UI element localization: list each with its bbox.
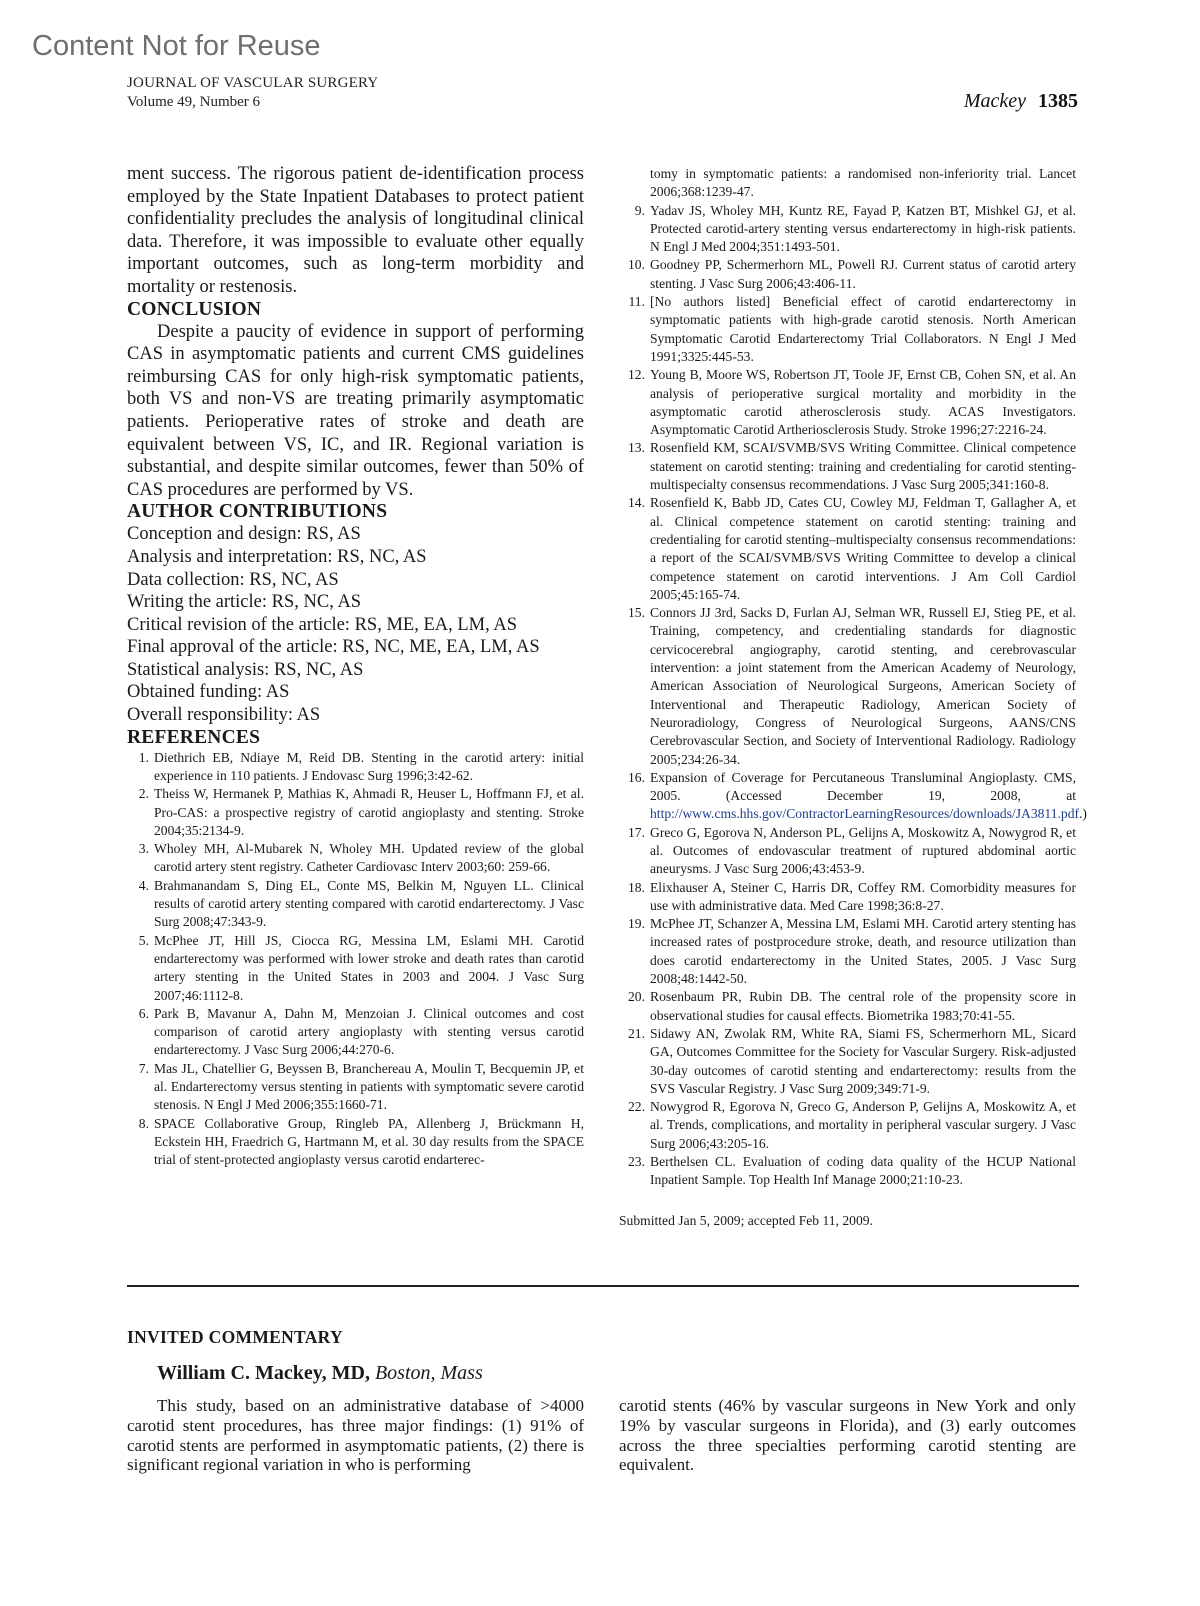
reference-number: 19. (628, 916, 645, 932)
reference-text: McPhee JT, Schanzer A, Messina LM, Eslami MH. Carotid artery stenting has increased rates of postprocedure stroke, death, and resource utilization than does carotid endarterectomy in the United States, 2005. J Vasc Surg 2008;48:1442-50. (650, 916, 1076, 987)
reference-text: Berthelsen CL. Evaluation of coding data quality of the HCUP National Inpatient Sample. Top Health Inf Manage 2000;21:10-23. (650, 1154, 1076, 1188)
reference-text: Brahmanandam S, Ding EL, Conte MS, Belkin M, Nguyen LL. Clinical results of carotid artery stenting compared with carotid endarterectomy. J Vasc Surg 2008;47:343-9. (154, 877, 584, 930)
reference-text: Park B, Mavanur A, Dahn M, Menzoian J. Clinical outcomes and cost comparison of carotid artery angioplasty with stenting versus carotid endarterectomy. J Vasc Surg 2006;44:270-6. (154, 1005, 584, 1058)
reference-number: 6. (138, 1005, 149, 1021)
reference-number: 9. (634, 202, 645, 218)
contribution-item: Final approval of the article: RS, NC, ME, EA, LM, AS (127, 637, 540, 658)
reference-text: Diethrich EB, Ndiaye M, Reid DB. Stenting in the carotid artery: initial experience in 110 patients. J Endovasc Surg 1996;3:42-62. (154, 749, 584, 783)
page-number: 1385 (1038, 90, 1078, 112)
contribution-item: Obtained funding: AS (127, 682, 290, 703)
reference-item (619, 1153, 1076, 1190)
author-contributions-heading: AUTHOR CONTRIBUTIONS (127, 501, 388, 523)
running-head-author: Mackey (963, 90, 1026, 112)
reference-item (127, 1060, 584, 1115)
journal-volume: Volume 49, Number 6 (127, 94, 261, 110)
reference-text-end: .) (1079, 806, 1087, 822)
journal-header (127, 74, 378, 112)
reference-item (127, 877, 584, 932)
reference-item (619, 293, 1076, 366)
commentary-author: William C. Mackey, MD, (157, 1362, 370, 1384)
reference-item (619, 824, 1076, 879)
reference-item (127, 785, 584, 840)
reference-number: 3. (138, 841, 149, 857)
reference-number: 5. (138, 932, 149, 948)
journal-name: JOURNAL OF VASCULAR SURGERY (127, 75, 379, 91)
reference-item (619, 1098, 1076, 1153)
reference-text: Rosenfield K, Babb JD, Cates CU, Cowley MJ, Feldman T, Gallagher A, et al. Clinical competence statement on carotid stenting: training and credentialing for carotid stenting–multispecialty consensus recommendations: a report of the SCAI/SVMB/SVS Writing Committee to develop a clinical competence statement on carotid interventions. J Am Coll Cardiol 2005;45:165-74. (650, 495, 1076, 602)
commentary-paragraph-continued: carotid stents (46% by vascular surgeons in New York and only 19% by vascular surgeons in Florida), and (3) early outcomes across the three specialties performing carotid stenting are equivalent. (619, 1396, 1076, 1475)
contribution-item: Data collection: RS, NC, AS (127, 569, 339, 590)
reference-number: 13. (628, 440, 645, 456)
reference-item (619, 915, 1076, 988)
reference-item (619, 202, 1076, 257)
reference-number: 1. (138, 749, 149, 765)
reference-number: 14. (628, 495, 645, 511)
contribution-item: Critical revision of the article: RS, ME, EA, LM, AS (127, 614, 517, 635)
reference-number: 22. (628, 1099, 645, 1115)
right-column (619, 165, 1087, 1230)
reference-item (619, 366, 1076, 439)
reference-number: 21. (628, 1025, 645, 1041)
reference-continuation: tomy in symptomatic patients: a randomised non-inferiority trial. Lancet 2006;368:1239-47. (650, 166, 1076, 200)
reference-number: 20. (628, 989, 645, 1005)
submission-dates: Submitted Jan 5, 2009; accepted Feb 11, 2009. (619, 1212, 873, 1228)
contribution-item: Overall responsibility: AS (127, 705, 321, 726)
reference-item (619, 769, 1087, 824)
reference-item (619, 988, 1076, 1025)
reference-item (127, 932, 584, 1005)
reference-text: Theiss W, Hermanek P, Mathias K, Ahmadi R, Heuser L, Hoffmann FJ, et al. Pro-CAS: a prospective registry of carotid angioplasty and stenting. Stroke 2004;35:2134-9. (154, 786, 584, 838)
contribution-item: Statistical analysis: RS, NC, AS (127, 659, 364, 680)
reference-item (127, 1005, 584, 1060)
reference-text: Rosenbaum PR, Rubin DB. The central role of the propensity score in observational studies for causal effects. Biometrika 1983;70:41-55. (650, 989, 1076, 1023)
references-list-continued (619, 202, 1087, 1190)
reference-text: Mas JL, Chatellier G, Beyssen B, Branchereau A, Moulin T, Becquemin JP, et al. Endarterectomy versus stenting in patients with symptomatic severe carotid stenosis. N Engl J Med 2006;355:1660-71. (154, 1060, 584, 1113)
reference-text: Expansion of Coverage for Percutaneous Transluminal Angioplasty. CMS, 2005. (Accessed December 19, 2008, at (650, 769, 1076, 804)
reference-number: 12. (628, 367, 645, 383)
reference-text: Yadav JS, Wholey MH, Kuntz RE, Fayad P, Katzen BT, Mishkel GJ, et al. Protected carotid-artery stenting versus endarterectomy in high-risk patients. N Engl J Med 2004;351:1493-501. (650, 202, 1076, 255)
reference-text: Greco G, Egorova N, Anderson PL, Gelijns A, Moskowitz A, Nowygrod R, et al. Outcomes of endovascular treatment of ruptured abdominal aortic aneurysms. J Vasc Surg 2006;43:453-9. (650, 824, 1076, 877)
reference-number: 10. (628, 257, 645, 273)
reference-item (127, 1115, 584, 1170)
reference-text: Rosenfield KM, SCAI/SVMB/SVS Writing Committee. Clinical competence statement on carotid stenting: training and credentialing for carotid stenting-multispecialty consensus recommendations. J Vasc Surg 2005;341:160-8. (650, 440, 1076, 493)
reference-number: 23. (628, 1154, 645, 1170)
reference-item (619, 494, 1076, 604)
commentary-byline (157, 1362, 483, 1385)
reference-text: Sidawy AN, Zwolak RM, White RA, Siami FS, Schermerhorn ML, Sicard GA, Outcomes Committee for the Society for Vascular Surgery. Risk-adjusted 30-day outcomes of carotid stenting and endarterectomy: results from the SVS Vascular Registry. J Vasc Surg 2009;349:71-9. (650, 1025, 1076, 1096)
reference-text: Nowygrod R, Egorova N, Greco G, Anderson P, Gelijns A, Moskowitz A, et al. Trends, complications, and mortality in peripheral vascular surgery. J Vasc Surg 2006;43:205-16. (650, 1099, 1076, 1151)
reference-item (619, 604, 1076, 769)
commentary-location: Boston, Mass (374, 1362, 483, 1384)
commentary-right-column (619, 1396, 1076, 1475)
references-heading: REFERENCES (127, 726, 261, 748)
contribution-item: Writing the article: RS, NC, AS (127, 592, 362, 613)
conclusion-heading: CONCLUSION (127, 298, 262, 320)
commentary-paragraph: This study, based on an administrative database of >4000 carotid stent procedures, has three major findings: (1) 91% of carotid stents are performed in asymptomatic patients, (2) there is significant regional variation in who is performing (127, 1396, 584, 1475)
reference-number: 16. (628, 769, 645, 785)
contribution-item: Analysis and interpretation: RS, NC, AS (127, 546, 427, 567)
reference-number: 7. (138, 1060, 149, 1076)
reference-item (619, 439, 1076, 494)
reference-number: 11. (628, 294, 645, 310)
commentary-left-column (127, 1396, 584, 1475)
left-column (127, 163, 584, 1169)
reference-text: Connors JJ 3rd, Sacks D, Furlan AJ, Selman WR, Russell EJ, Stieg PE, et al. Training, competency, and credentialing standards for diagnostic cervicocerebral angiography, carotid stenting, and cerebrovascular intervention: a joint statement from the American Academy of Neurology, American Association of Neurological Surgeons, American Society of Interventional and Therapeutic Radiology, American Society of Neuroradiology, Congress of Neurological Surgeons, AANS/CNS Cerebrovascular Section, and Society of Interventional Radiology. Radiology 2005;234:26-34. (650, 605, 1076, 767)
reference-number: 2. (138, 786, 149, 802)
reference-number: 4. (138, 877, 149, 893)
reference-link[interactable]: http://www.cms.hhs.gov/ContractorLearningResources/downloads/JA3811.pdf (650, 806, 1080, 822)
reference-number: 18. (628, 879, 645, 895)
reference-number: 8. (138, 1115, 149, 1131)
invited-commentary-heading: INVITED COMMENTARY (127, 1327, 343, 1347)
section-divider (127, 1285, 1079, 1287)
author-contributions-list (127, 523, 584, 726)
reference-item (619, 1025, 1076, 1098)
reference-item (619, 879, 1076, 916)
reference-item (619, 256, 1076, 293)
intro-paragraph: ment success. The rigorous patient de-identification process employed by the State Inpatient Databases to protect patient confidentiality precludes the analysis of longitudinal clinical data. Therefore, it was impossible to evaluate other equally important outcomes, such as long-term morbidity and mortality or restenosis. (127, 164, 584, 297)
reference-text: SPACE Collaborative Group, Ringleb PA, Allenberg J, Brückmann H, Eckstein HH, Fraedrich G, Hartmann M, et al. 30 day results from the SPACE trial of stent-protected angioplasty versus carotid endarterec- (154, 1115, 584, 1168)
references-list (127, 749, 584, 1170)
reference-item (127, 749, 584, 786)
running-head (964, 90, 1078, 113)
reference-text: McPhee JT, Hill JS, Ciocca RG, Messina LM, Eslami MH. Carotid endarterectomy was performed with lower stroke and death rates than carotid artery stenting in the United States in 2003 and 2004. J Vasc Surg 2007;46:1112-8. (154, 932, 584, 1003)
reference-item (127, 840, 584, 877)
contribution-item: Conception and design: RS, AS (127, 524, 361, 545)
reference-number: 15. (628, 605, 645, 621)
conclusion-paragraph: Despite a paucity of evidence in support of performing CAS in asymptomatic patients and current CMS guidelines reimbursing CAS for only high-risk symptomatic patients, both VS and non-VS are treating primarily asymptomatic patients. Perioperative rates of stroke and death are equivalent between VS, IC, and IR. Regional variation is substantial, and despite similar outcomes, fewer than 50% of CAS procedures are performed by VS. (127, 321, 584, 500)
reference-text: Wholey MH, Al-Mubarek N, Wholey MH. Updated review of the global carotid artery stent registry. Catheter Cardiovasc Interv 2003;60: 259-66. (154, 841, 584, 875)
reference-text: [No authors listed] Beneficial effect of carotid endarterectomy in symptomatic patients with high-grade carotid stenosis. North American Symptomatic Carotid Endarterectomy Trial Collaborators. N Engl J Med 1991;3325:445-53. (650, 294, 1076, 364)
reference-text: Elixhauser A, Steiner C, Harris DR, Coffey RM. Comorbidity measures for use with administrative data. Med Care 1998;36:8-27. (650, 879, 1076, 913)
reference-text: Young B, Moore WS, Robertson JT, Toole JF, Ernst CB, Cohen SN, et al. An analysis of perioperative surgical mortality and morbidity in the asymptomatic carotid atherosclerosis study. ACAS Investigators. Asymptomatic Carotid Artheriosclerosis Study. Stroke 1996;27:2216-24. (650, 367, 1076, 438)
reference-text: Goodney PP, Schermerhorn ML, Powell RJ. Current status of carotid artery stenting. J Vasc Surg 2006;43:406-11. (650, 257, 1076, 291)
reference-number: 17. (628, 824, 645, 840)
watermark: Content Not for Reuse (32, 30, 321, 62)
